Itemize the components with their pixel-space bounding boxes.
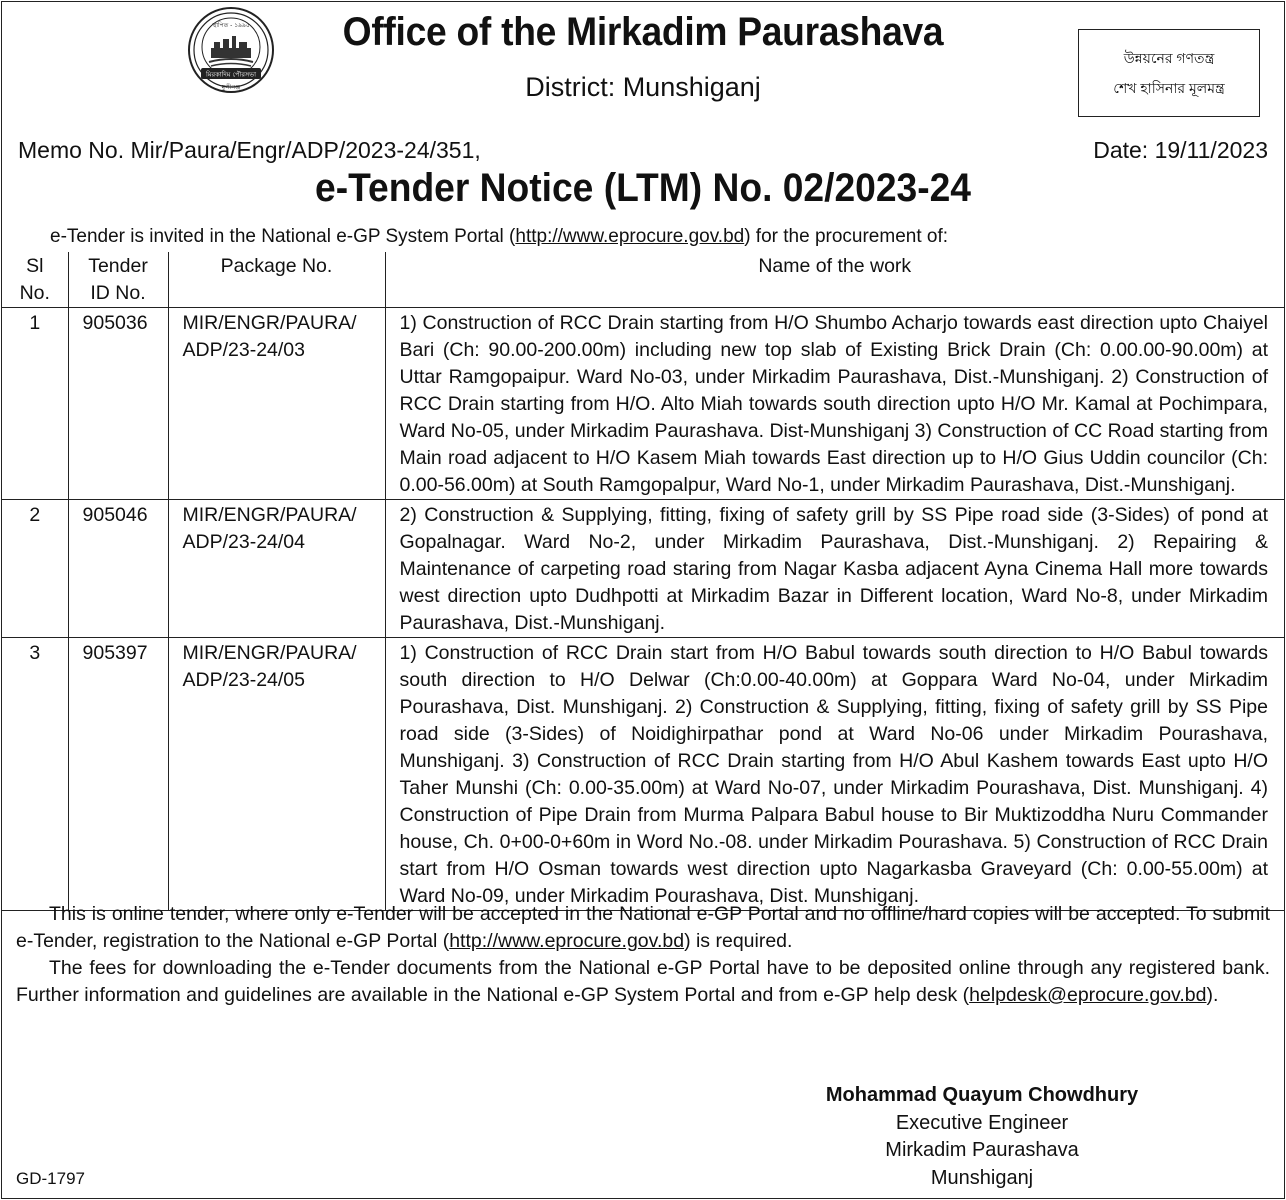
tender-table bbox=[2, 252, 1284, 911]
table-row bbox=[2, 500, 1284, 638]
header-package-no: Package No. bbox=[168, 252, 385, 308]
row-work-description: 2) Construction & Supplying, fitting, fixing of safety grill by SS Pipe road side (3-Sides) of pond at Gopalnagar. Ward No-2, under Mirkadim Paurashava, Dist.-Munshiganj. 2) Repairing & Maintenance of carpeting road staring from Nagar Kasba adjacent Ayna Cinema Hall more towards west direction upto Dudhpotti at Mirkadim Bazar in Different location, Ward No-8, under Mirkadim Paurashava, Dist.-Munshiganj. bbox=[385, 500, 1284, 638]
signatory-location: Munshiganj bbox=[930, 1166, 1034, 1189]
row-work-description: 1) Construction of RCC Drain starting from H/O Shumbo Acharjo towards east direction upto Chaiyel Bari (Ch: 90.00-200.00m) including new top slab of Existing Brick Drain (Ch: 0.00.00-90.00m) at Uttar Ramgopaipur. Ward No-03, under Mirkadim Paurashava, Dist.-Munshiganj. 2) Construction of RCC Drain starting from H/O. Alto Miah towards south direction upto H/O Mr. Kamal at Pochimpara, Ward No-05, under Mirkadim Paurashava. Dist-Munshiganj 3) Construction of CC Road starting from Main road adjacent to H/O Kasem Miah towards East direction up to H/O Gius Uddin councilor (Ch: 0.00-56.00m) at South Ramgopalpur, Ward No-1, under Mirkadim Paurashava, Dist.-Munshiganj. bbox=[385, 308, 1284, 500]
invitation-text-after: ) for the procurement of: bbox=[744, 226, 949, 247]
slogan-box bbox=[1078, 29, 1260, 117]
helpdesk-email-link[interactable]: helpdesk@eprocure.gov.bd bbox=[969, 984, 1207, 1006]
row-package-no: MIR/ENGR/PAURA/ ADP/23-24/05 bbox=[168, 638, 385, 911]
memo-number: Memo No. Mir/Paura/Engr/ADP/2023-24/351, bbox=[18, 137, 481, 163]
invitation-text-before: e-Tender is invited in the National e-GP System Portal ( bbox=[50, 226, 516, 247]
row-tender-id: 905397 bbox=[68, 638, 168, 911]
svg-text:স্থাপিত - ১৯৯৫: স্থাপিত - ১৯৯৫ bbox=[212, 22, 250, 29]
paurashava-seal-logo bbox=[187, 6, 275, 94]
district-line: District: Munshiganj bbox=[525, 72, 761, 102]
note-online-tender: This is online tender, where only e-Tender will be accepted in the National e-GP Portal and no offline/hard copies will be accepted. To submit e-Tender, registration to the National e-GP Portal (http://www.eprocure.gov.bd) is required. bbox=[16, 903, 1270, 952]
row-work-description: 1) Construction of RCC Drain start from H/O Babul towards south direction to H/O Babul towards south direction to H/O Delwar (Ch:0.00-40.00m) at Goppara Ward No-04, under Mirkadim Pourashava, Dist. Munshiganj. 2) Construction & Supplying, fitting, fixing of safety grill by SS Pipe road side (3-Sides) of Noidighirpathar pond at Ward No-06 under Mirkadim Pourashava, Munshiganj. 3) Construction of RCC Drain starting from H/O Abul Kashem towards East upto H/O Taher Munshi (Ch: 0.00-35.00m) at Ward No-07, under Mirkadim Pourashava, Dist. Munshiganj. 4) Construction of Pipe Drain from Murma Palpara Babul house to Bir Muktizoddha Nuru Commander house, Ch. 0+00-0+60m in Word No.-08. under Mirkadim Pourashava. 5) Construction of RCC Drain start from H/O Osman towards west direction upto Nagarkasba Graveyard (Ch: 0.00-55.00m) at Ward No-09, under Mirkadim Pourashava, Dist. Munshiganj. bbox=[385, 638, 1284, 911]
notice-heading: e-Tender Notice (LTM) No. 02/2023-24 bbox=[315, 166, 971, 210]
svg-text:মিরকাদিম পৌরসভা: মিরকাদিম পৌরসভা bbox=[206, 70, 256, 79]
row-tender-id: 905046 bbox=[68, 500, 168, 638]
office-title: Office of the Mirkadim Paurashava bbox=[342, 10, 944, 54]
table-header-row bbox=[2, 252, 1284, 308]
header-sl-no: Sl No. bbox=[2, 252, 68, 308]
slogan-line-2: শেখ হাসিনার মূলমন্ত্র bbox=[1113, 80, 1225, 96]
row-sl-no: 2 bbox=[2, 500, 68, 638]
header-tender-id: Tender ID No. bbox=[68, 252, 168, 308]
row-sl-no: 3 bbox=[2, 638, 68, 911]
row-package-no: MIR/ENGR/PAURA/ ADP/23-24/04 bbox=[168, 500, 385, 638]
signatory-office: Mirkadim Paurashava bbox=[885, 1139, 1079, 1161]
signatory-name: Mohammad Quayum Chowdhury bbox=[825, 1084, 1139, 1106]
svg-text:মুন্সীগঞ্জ: মুন্সীগঞ্জ bbox=[221, 84, 241, 91]
eprocure-link[interactable]: http://www.eprocure.gov.bd bbox=[449, 930, 685, 952]
table-row bbox=[2, 308, 1284, 500]
eprocure-link[interactable]: http://www.eprocure.gov.bd bbox=[515, 226, 745, 247]
slogan-line-1: উন্নয়নের গণতন্ত্র bbox=[1123, 50, 1215, 66]
row-package-no: MIR/ENGR/PAURA/ ADP/23-24/03 bbox=[168, 308, 385, 500]
signatory-designation: Executive Engineer bbox=[895, 1111, 1069, 1134]
notes-section bbox=[16, 901, 1270, 1009]
notice-date: Date: 19/11/2023 bbox=[1093, 137, 1268, 163]
row-tender-id: 905036 bbox=[68, 308, 168, 500]
header-name-of-work: Name of the work bbox=[385, 252, 1284, 308]
signature-block bbox=[812, 1082, 1152, 1192]
invitation-line bbox=[50, 226, 948, 248]
gd-code: GD-1797 bbox=[16, 1169, 85, 1188]
row-sl-no: 1 bbox=[2, 308, 68, 500]
note-fees: The fees for downloading the e-Tender documents from the National e-GP Portal have to be deposited online through any registered bank. Further information and guidelines are available in the National e-GP System Portal and from e-GP help desk (helpdesk@eprocure.gov.bd). bbox=[16, 957, 1270, 1006]
table-row bbox=[2, 638, 1284, 911]
